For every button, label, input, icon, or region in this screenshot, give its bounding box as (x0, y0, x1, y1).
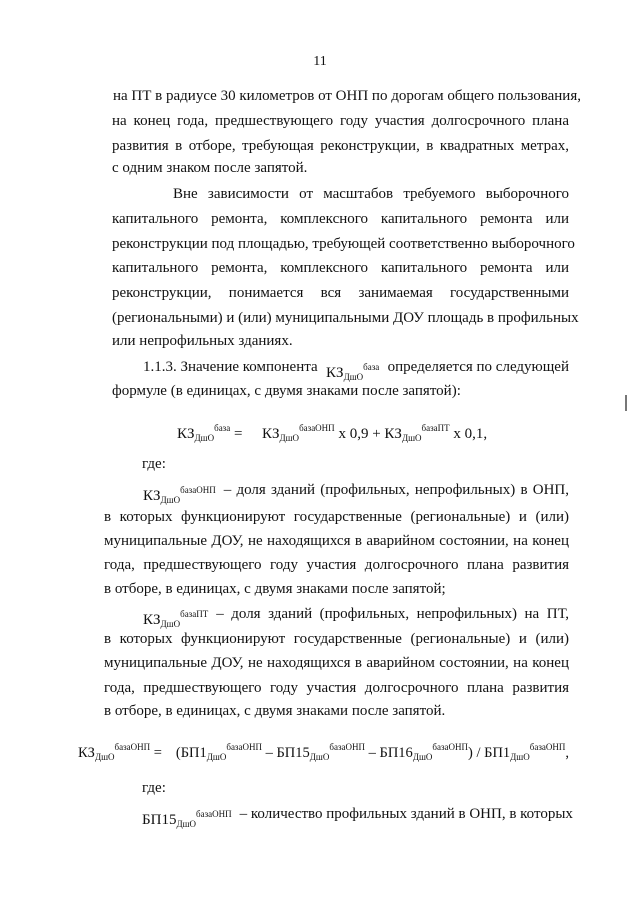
definition-line: в которых функционируют государственные (региональные) и (или) (104, 631, 569, 647)
paragraph-line: Вне зависимости от масштабов требуемого выборочного (173, 186, 569, 202)
paragraph-line: реконструкции, понимается вся занимаемая государственными (112, 285, 569, 301)
definition-line: в которых функционируют государственные (региональные) и (или) (104, 509, 569, 525)
formula-main: $КЗ_{ДшО}^{база} = КЗ_{ДшО}^{базаОНП}$ x $0,9 + КЗ_{ДшО}^{базаПТ}$ x 0,1, (177, 423, 488, 443)
where-label: где: (142, 780, 166, 796)
paragraph-line: капитального ремонта, комплексного капитального ремонта или (112, 211, 569, 227)
definition-symbol: $КЗ_{ДшО}^{базаПТ}$ (143, 609, 209, 629)
definition-head: $КЗ_{ДшО}^{базаОНП}$ – доля зданий (профильных, непрофильных) в ОНП, (143, 481, 569, 509)
paragraph-line: на конец года, предшествующего году участия долгосрочного плана (112, 113, 569, 129)
paragraph-line: реконструкции под площадью, требующей соответственно выборочного (112, 236, 575, 252)
definition-line: года, предшествующего году участия долгосрочного плана развития (104, 680, 569, 696)
definition-line: муниципальные ДОУ, не находящихся в аварийном состоянии, на конец (104, 533, 569, 549)
where-label: где: (142, 456, 166, 472)
definition-symbol: $БП15_{ДшО}^{базаОНП}$ (142, 809, 232, 829)
definition-line: в отборе, в единицах, с двумя знаками после запятой. (104, 703, 446, 719)
paragraph-line: или непрофильных зданиях. (112, 333, 293, 349)
definition-symbol: $КЗ_{ДшО}^{базаОНП}$ (143, 485, 216, 505)
definition-line: муниципальные ДОУ, не находящихся в аварийном состоянии, на конец (104, 655, 569, 671)
formula-share-onp: $КЗ_{ДшО}^{базаОНП}$ = $(БП1_{ДшО}^{базаОНП} - БП15_{ДшО}^{базаОНП} - БП16_{ДшО}^{базаОНП}) / БП1_{ДшО}^{базаОНП}$, (78, 742, 569, 762)
section-rest: определяется по следующей (387, 359, 569, 375)
paragraph-line: развития в отборе, требующая реконструкции, в квадратных метрах, (112, 138, 569, 154)
paragraph-line: на ПТ в радиусе 30 километров от ОНП по дорогам общего пользования, (113, 88, 581, 104)
definition-line: в отборе, в единицах, с двумя знаками после запятой; (104, 581, 446, 597)
scan-mark (625, 395, 627, 411)
page-number: 11 (313, 54, 327, 69)
paragraph-line: капитального ремонта, комплексного капитального ремонта или (112, 260, 569, 276)
paragraph-line: с одним знаком после запятой. (112, 160, 308, 176)
paragraph-line: (региональными) и (или) муниципальными ДОУ площадь в профильных (112, 310, 579, 326)
component-symbol: $КЗ_{ДшО}^{база}$ (326, 362, 380, 382)
definition-head: $БП15_{ДшО}^{базаОНП}$ – количество профильных зданий в ОНП, в которых (142, 805, 569, 833)
section-intro: 1.1.3. Значение компонента (143, 359, 318, 375)
definition-line: года, предшествующего году участия долгосрочного плана развития (104, 557, 569, 573)
paragraph-line: формуле (в единицах, с двумя знаками после запятой): (112, 383, 461, 399)
definition-head: $КЗ_{ДшО}^{базаПТ}$ – доля зданий (профильных, непрофильных) на ПТ, (143, 605, 569, 633)
